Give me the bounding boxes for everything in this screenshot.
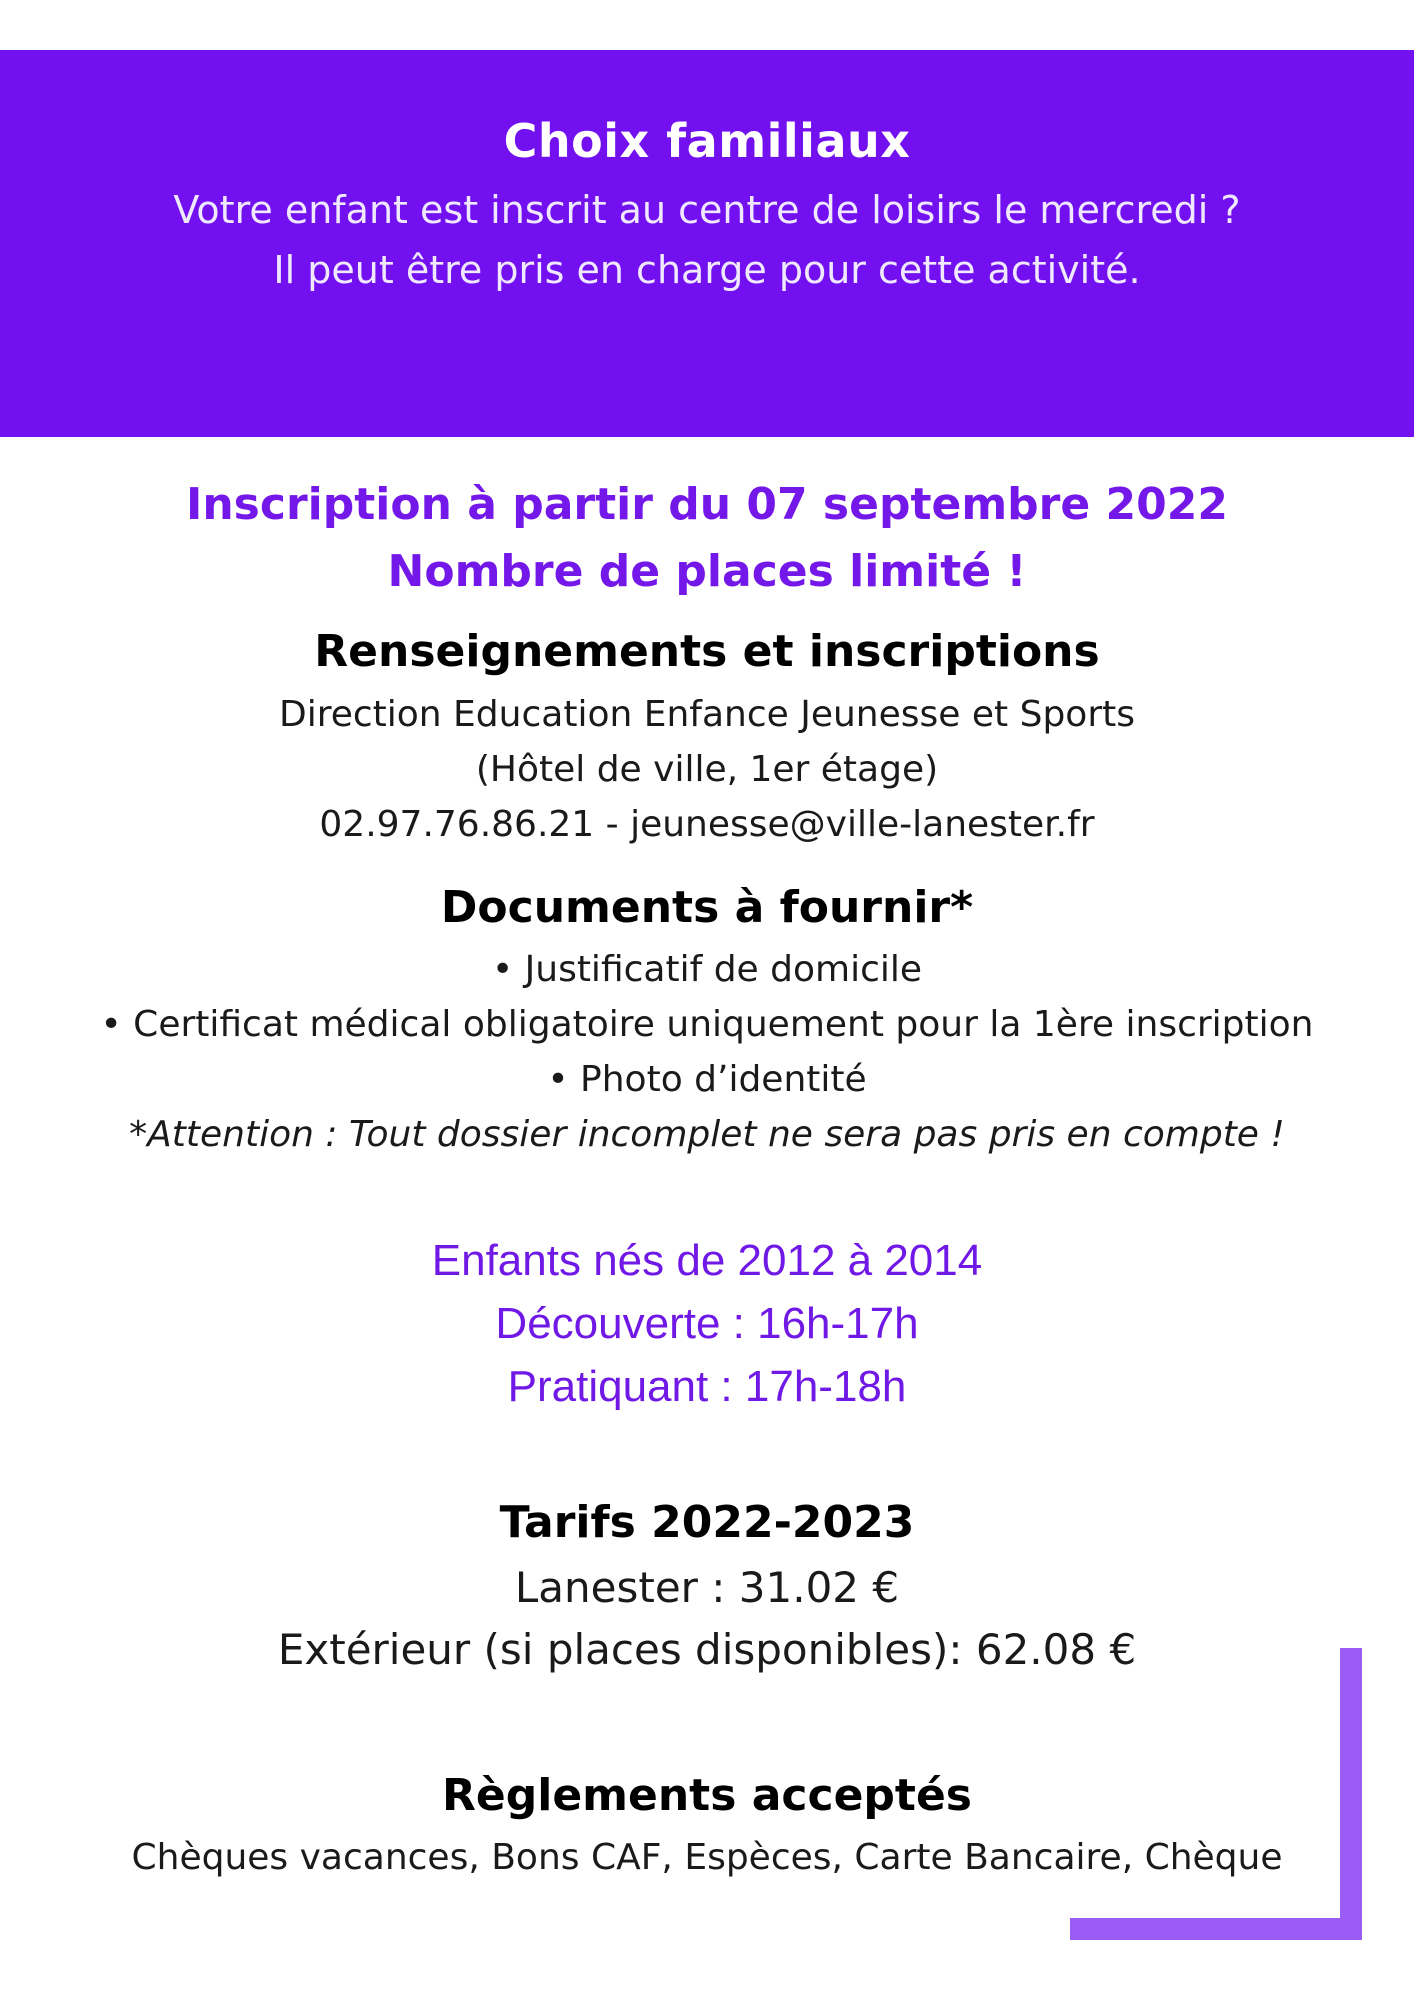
document-item: • Certificat médical obligatoire uniquement pour la 1ère inscription: [100, 1004, 1314, 1045]
limited-places: Nombre de places limité !: [387, 546, 1027, 597]
tarifs-heading: Tarifs 2022-2023: [499, 1497, 915, 1548]
info-department: Direction Education Enfance Jeunesse et Sports: [278, 694, 1135, 735]
tarif-lanester: Lanester : 31.02 €: [514, 1563, 900, 1612]
registration-date: Inscription à partir du 07 septembre 2022: [185, 479, 1228, 530]
corner-accent-vertical: [1340, 1648, 1362, 1940]
corner-accent-horizontal: [1070, 1918, 1362, 1940]
schedule-discovery: Découverte : 16h-17h: [495, 1299, 919, 1348]
documents-heading: Documents à fournir*: [440, 882, 974, 933]
schedule-age-group: Enfants nés de 2012 à 2014: [431, 1236, 983, 1285]
documents-warning-note: *Attention : Tout dossier incomplet ne sera pas pris en compte !: [129, 1114, 1285, 1155]
document-item: • Photo d’identité: [547, 1059, 867, 1100]
info-contact: 02.97.76.86.21 - jeunesse@ville-lanester.fr: [319, 804, 1095, 845]
payments-list: Chèques vacances, Bons CAF, Espèces, Carte Bancaire, Chèque: [131, 1837, 1283, 1878]
schedule-practitioner: Pratiquant : 17h-18h: [507, 1362, 907, 1411]
payments-heading: Règlements acceptés: [442, 1770, 972, 1821]
header-banner: [0, 50, 1414, 437]
banner-title: Choix familiaux: [503, 114, 911, 168]
info-heading: Renseignements et inscriptions: [314, 626, 1100, 677]
document-item: • Justificatif de domicile: [491, 949, 923, 990]
info-location: (Hôtel de ville, 1er étage): [475, 749, 939, 790]
banner-subtitle-line-2: Il peut être pris en charge pour cette activité.: [273, 248, 1141, 292]
tarif-exterior: Extérieur (si places disponibles): 62.08 €: [277, 1625, 1137, 1674]
banner-subtitle-line-1: Votre enfant est inscrit au centre de loisirs le mercredi ?: [173, 188, 1241, 232]
